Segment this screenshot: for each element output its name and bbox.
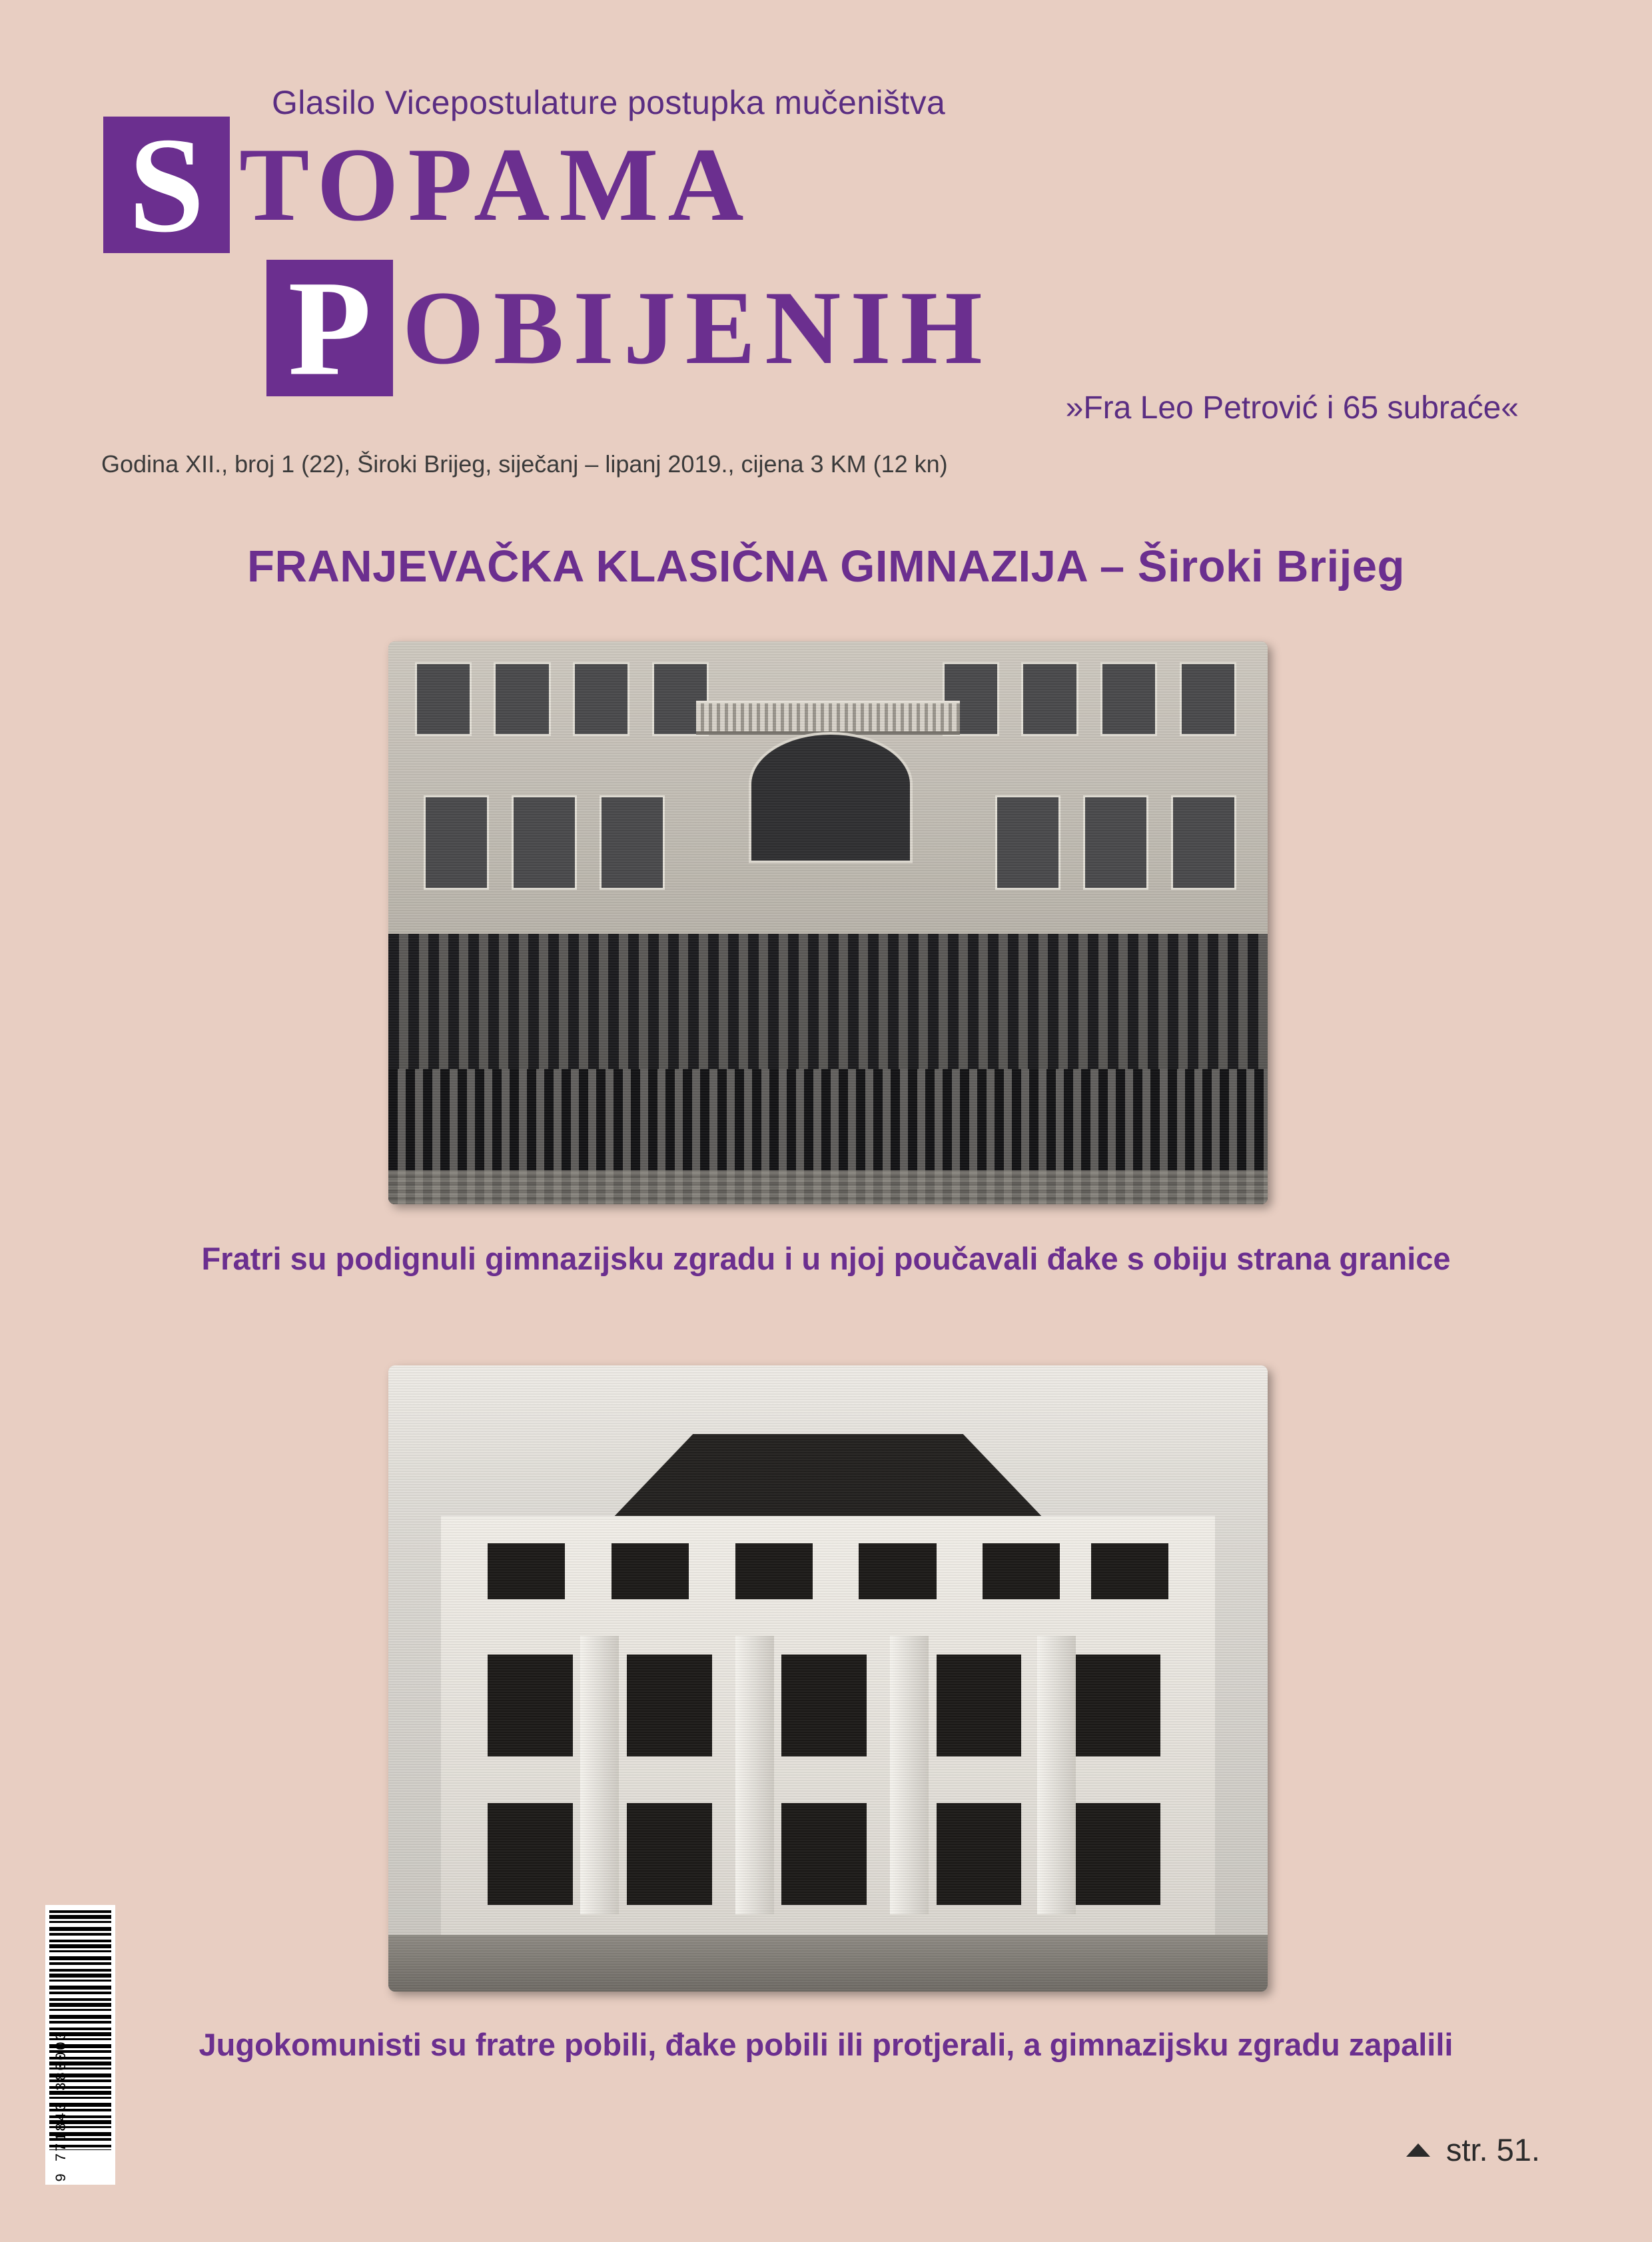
cover-photo-burned-building [388,1365,1268,1992]
photo-1-window [995,795,1060,890]
masthead-kicker: Glasilo Vicepostulature postupka mučeništva [272,84,946,121]
page-reference [1406,2131,1540,2168]
photo-2-building-body [441,1516,1215,1980]
photo-2-window [983,1543,1060,1599]
photo-1-window [1021,662,1078,736]
cover-photo-school-group [388,641,1268,1204]
photo-1-window [1171,795,1236,890]
photo-1-window [1100,662,1157,736]
photo-1-steps [388,1170,1268,1204]
photo-2-window [488,1655,573,1756]
barcode-digits: 9 771840 380003 [53,2030,70,2182]
photo-2-window [627,1655,712,1756]
photo-2-pilaster [1037,1636,1076,1914]
photo-2-window [488,1803,573,1905]
photo-2-window [937,1655,1022,1756]
photo-2-window [1076,1655,1161,1756]
photo-2-foreground-ground [388,1935,1268,1992]
photo-1-window [1083,795,1148,890]
barcode [45,1905,115,2185]
masthead-drop-cap-p-letter: P [288,252,372,404]
issue-info: Godina XII., broj 1 (22), Široki Brijeg, siječanj – lipanj 2019., cijena 3 KM (12 kn) [101,450,948,478]
photo-2-window [781,1655,867,1756]
masthead-title-line-1 [103,109,753,260]
masthead-drop-cap-p [266,252,393,404]
photo-2-pilaster [580,1636,619,1914]
cover-caption-1: Fratri su podignuli gimnazijsku zgradu i u njoj poučavali đake s obiju strana granice [201,1241,1451,1276]
photo-1-window [512,795,577,890]
masthead-drop-cap-s-letter: S [128,109,205,260]
triangle-up-icon [1406,2143,1430,2157]
photo-2-window [781,1803,867,1905]
photo-2-window [735,1543,813,1599]
photo-1-window [415,662,472,736]
photo-1-balcony [696,701,960,735]
photo-1-window [1180,662,1236,736]
photo-2-pilaster [735,1636,774,1914]
masthead-drop-cap-s [103,109,230,260]
photo-1-window [573,662,629,736]
photo-1-window [494,662,550,736]
photo-2-window [612,1543,689,1599]
masthead [0,0,1652,478]
photo-2-window [488,1543,565,1599]
masthead-title-word-pobijenih: OBIJENIH [402,270,992,386]
photo-2-pilaster [890,1636,929,1914]
photo-2-window [859,1543,936,1599]
photo-2-window [1076,1803,1161,1905]
masthead-subtitle: »Fra Leo Petrović i 65 subraće« [1065,390,1519,426]
photo-1-entrance-arch [749,732,913,863]
photo-2-window [1091,1543,1168,1599]
cover-caption-2: Jugokomunisti su fratre pobili, đake pobili ili protjerali, a gimnazijsku zgradu zapalili [199,2027,1453,2062]
masthead-title-word-stopama: TOPAMA [239,127,753,243]
page-reference-label: str. 51. [1446,2132,1540,2167]
masthead-title-line-2 [266,252,992,404]
photo-1-window [600,795,665,890]
photo-2-window [627,1803,712,1905]
photo-1-window [424,795,489,890]
photo-2-window [937,1803,1022,1905]
cover-headline: FRANJEVAČKA KLASIČNA GIMNAZIJA – Široki Brijeg [247,542,1405,591]
